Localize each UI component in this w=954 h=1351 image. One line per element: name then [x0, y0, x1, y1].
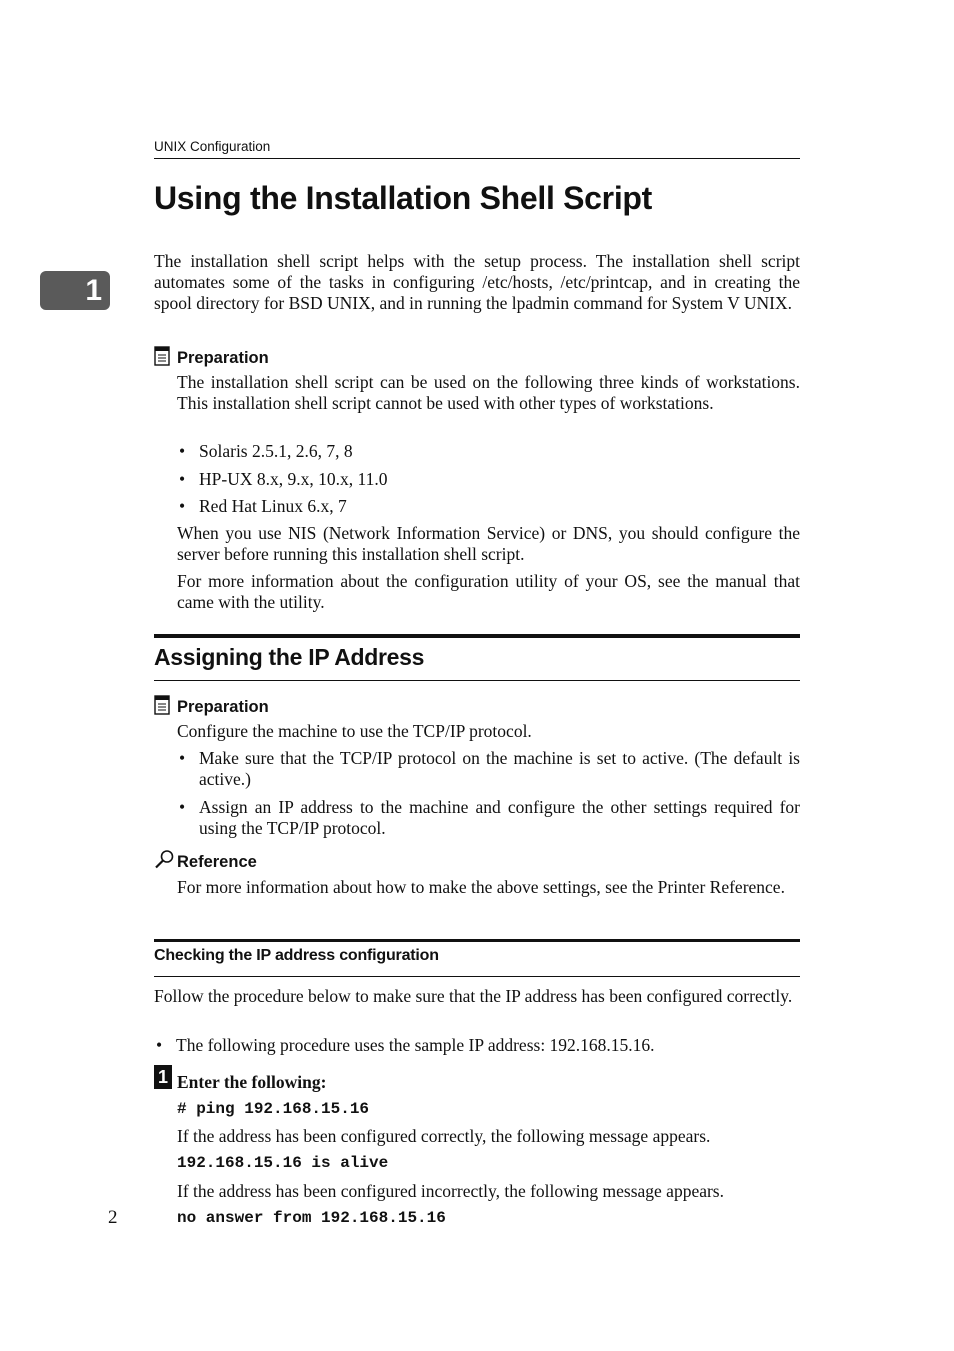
- subsection-top-rule: [154, 939, 800, 942]
- preparation-icon: [154, 695, 170, 715]
- preparation-icon: [154, 346, 170, 366]
- list-item: • Assign an IP address to the machine and configure the other settings required for using the TCP/IP protocol.: [177, 797, 800, 839]
- fail-description: If the address has been configured incorrectly, the following message appears.: [177, 1181, 724, 1201]
- header-rule: [154, 158, 800, 159]
- intro-paragraph: The installation shell script helps with the setup process. The installation shell script automates some of the tasks in configuring /etc/hosts, /etc/printcap, and in creating the spool directory for BSD UNIX, and in running the lpadmin command for System V UNIX.: [154, 251, 800, 313]
- subsection-heading: Checking the IP address configuration: [154, 947, 439, 964]
- magnifier-icon: [154, 849, 176, 869]
- ping-command: # ping 192.168.15.16: [177, 1100, 370, 1118]
- running-header: UNIX Configuration: [154, 139, 271, 154]
- list-item: • The following procedure uses the sample IP address: 192.168.15.16.: [154, 1035, 800, 1056]
- subsection-intro: Follow the procedure below to make sure that the IP address has been configured correctly.: [154, 986, 793, 1006]
- fail-output: no answer from 192.168.15.16: [177, 1209, 446, 1227]
- chapter-tab: 1: [40, 271, 110, 310]
- list-item: • HP-UX 8.x, 9.x, 10.x, 11.0: [177, 469, 800, 490]
- page-number: 2: [108, 1207, 118, 1228]
- section-bottom-rule: [154, 680, 800, 681]
- preparation-heading: Preparation: [177, 698, 269, 716]
- section-top-rule: [154, 634, 800, 638]
- more-info-paragraph: For more information about the configuration utility of your OS, see the manual that came with the utility.: [177, 571, 800, 612]
- sample-ip-list: [154, 1035, 800, 1056]
- ok-output: 192.168.15.16 is alive: [177, 1154, 389, 1172]
- step-label: Enter the following:: [177, 1072, 327, 1092]
- tcpip-list: [177, 748, 800, 839]
- reference-heading: Reference: [177, 853, 257, 871]
- ok-description: If the address has been configured correctly, the following message appears.: [177, 1126, 711, 1146]
- subsection-bottom-rule: [154, 976, 800, 977]
- nis-dns-paragraph: When you use NIS (Network Information Service) or DNS, you should configure the server before running this installation shell script.: [177, 523, 800, 564]
- list-item: • Red Hat Linux 6.x, 7: [177, 496, 800, 517]
- step-number-badge: 1: [154, 1065, 172, 1089]
- list-item: • Make sure that the TCP/IP protocol on the machine is set to active. (The default is active.): [177, 748, 800, 790]
- preparation-heading: Preparation: [177, 349, 269, 367]
- workstation-list: [177, 441, 800, 517]
- page-title: Using the Installation Shell Script: [154, 180, 653, 216]
- section-heading: Assigning the IP Address: [154, 644, 425, 670]
- reference-text: For more information about how to make the above settings, see the Printer Reference.: [177, 877, 785, 897]
- preparation-text: Configure the machine to use the TCP/IP protocol.: [177, 721, 532, 741]
- list-item: • Solaris 2.5.1, 2.6, 7, 8: [177, 441, 800, 462]
- preparation-text: The installation shell script can be used on the following three kinds of workstations. This installation shell script cannot be used with other types of workstations.: [177, 372, 800, 413]
